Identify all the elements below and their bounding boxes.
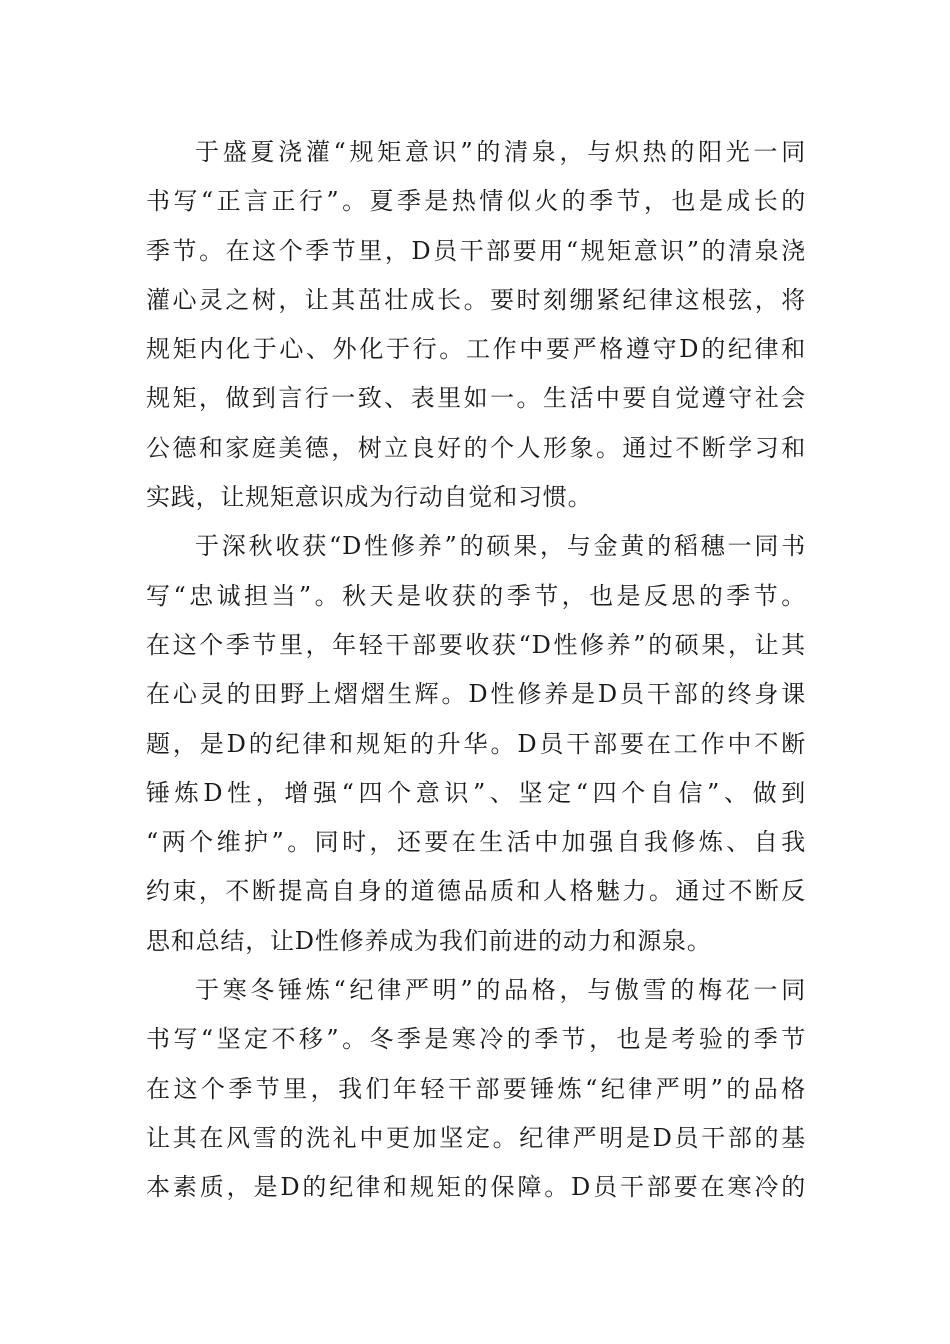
text-line: “两个维护”。同时，还要在生活中加强自我修炼、自我 — [146, 828, 806, 857]
text-line: 约束，不断提高自身的道德品质和人格魅力。通过不断反 — [146, 877, 806, 906]
text-line: 本素质，是D的纪律和规矩的保障。D员干部要在寒冷的 — [146, 1173, 806, 1202]
text-line: 规矩内化于心、外化于行。工作中要严格遵守D的纪律和 — [146, 335, 806, 364]
text-line: 锤炼D性，增强“四个意识”、坚定“四个自信”、做到 — [146, 778, 806, 807]
text-line: 公德和家庭美德，树立良好的个人形象。通过不断学习和 — [146, 433, 806, 462]
text-line: 在这个季节里，年轻干部要收获“D性修养”的硕果，让其 — [146, 630, 806, 659]
text-line: 思和总结，让D性修养成为我们前进的动力和源泉。 — [146, 926, 712, 955]
text-line: 实践，让规矩意识成为行动自觉和习惯。 — [146, 483, 593, 512]
paragraph-first-line: 于深秋收获“D性修养”的硕果，与金黄的稻穗一同书 — [195, 532, 806, 561]
paragraph-first-line: 于盛夏浇灌“规矩意识”的清泉，与炽热的阳光一同 — [195, 138, 806, 166]
paragraph-first-line: 于寒冬锤炼“纪律严明”的品格，与傲雪的梅花一同 — [195, 976, 806, 1005]
text-line: 在心灵的田野上熠熠生辉。D性修养是D员干部的终身课 — [146, 680, 806, 709]
text-line: 灌心灵之树，让其茁壮成长。要时刻绷紧纪律这根弦，将 — [146, 285, 806, 314]
text-line: 季节。在这个季节里，D员干部要用“规矩意识”的清泉浇 — [146, 236, 806, 265]
text-line: 题，是D的纪律和规矩的升华。D员干部要在工作中不断 — [146, 729, 806, 758]
body-text — [146, 128, 806, 1213]
text-line: 写“忠诚担当”。秋天是收获的季节，也是反思的季节。 — [146, 581, 806, 610]
text-line: 书写“正言正行”。夏季是热情似火的季节，也是成长的 — [146, 187, 806, 216]
text-line: 书写“坚定不移”。冬季是寒冷的季节，也是考验的季节 — [146, 1025, 806, 1054]
text-line: 在这个季节里，我们年轻干部要锤炼“纪律严明”的品格 — [146, 1074, 806, 1103]
text-line: 规矩，做到言行一致、表里如一。生活中要自觉遵守社会 — [146, 384, 806, 413]
text-line: 让其在风雪的洗礼中更加坚定。纪律严明是D员干部的基 — [146, 1123, 806, 1152]
